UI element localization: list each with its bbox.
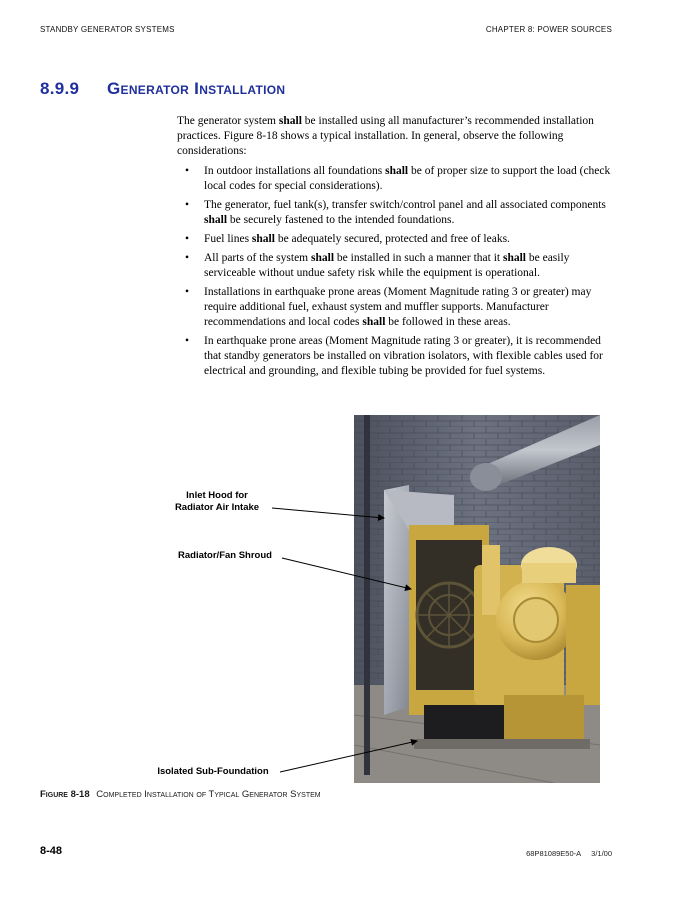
section-heading xyxy=(40,79,285,99)
intro-paragraph xyxy=(177,114,617,159)
figure-title: Completed Installation of Typical Generator System xyxy=(96,789,321,800)
running-header-left: STANDBY GENERATOR SYSTEMS xyxy=(40,25,175,34)
running-header-right: CHAPTER 8: POWER SOURCES xyxy=(485,25,612,34)
figure-caption xyxy=(40,789,321,800)
document-id: 68P81089E50-A 3/1/00 xyxy=(526,849,612,858)
callout-inlet-hood: Inlet Hood for Radiator Air Intake xyxy=(174,490,260,513)
page-number: 8-48 xyxy=(40,845,63,857)
callout-sub-foundation: Isolated Sub-Foundation xyxy=(157,766,269,777)
figure-label: Figure 8-18 xyxy=(40,789,90,800)
list-item: • In outdoor installations all foundations shall be of proper size to support the load (check local codes for special considerations). xyxy=(185,165,611,192)
intro-text-1: The generator system xyxy=(177,115,279,127)
list-item: • In earthquake prone areas (Moment Magnitude rating 3 or greater), it is recommended that standby generators be installed on vibration isolators, with flexible cables used for electrical and grounding, and flexible tubing be provided for fuel systems. xyxy=(185,335,603,377)
list-item: • Fuel lines shall be adequately secured, protected and free of leaks. xyxy=(185,233,510,245)
list-item: • All parts of the system shall be installed in such a manner that it shall be easily serviceable without undue safety risk while the equipment is operational. xyxy=(185,252,570,279)
callout-radiator-shroud: Radiator/Fan Shroud xyxy=(178,550,272,561)
intro-text-2: be installed using all manufacturer’s recommended installation practices. Figure 8-18 shows a typical installation. In general, observe the following considerations: xyxy=(177,115,594,157)
considerations-list xyxy=(177,164,617,383)
list-item: • The generator, fuel tank(s), transfer switch/control panel and all associated components shall be securely fastened to the intended foundations. xyxy=(185,199,606,226)
generator-photo xyxy=(354,415,600,783)
list-item: • Installations in earthquake prone areas (Moment Magnitude rating 3 or greater) may require additional fuel, exhaust system and muffler supports. Manufacturer recommendations and local codes shall be followed in these areas. xyxy=(185,286,592,328)
section-number: 8.9.9 xyxy=(40,79,80,98)
intro-shall: shall xyxy=(278,115,302,127)
section-title: Generator Installation xyxy=(107,79,286,98)
